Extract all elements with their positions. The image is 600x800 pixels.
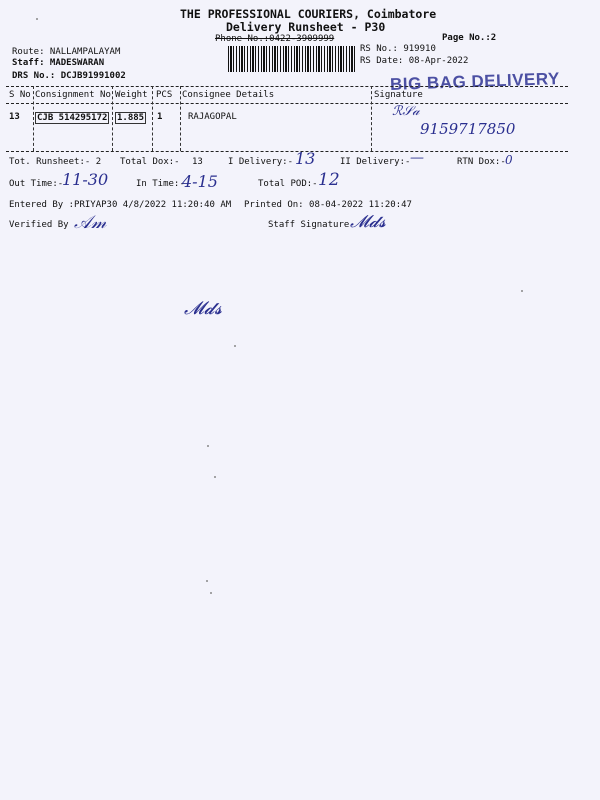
i-delivery-label: I Delivery:- [228,157,294,167]
col-header-weight: Weight [115,90,148,100]
scan-speck [234,345,236,347]
column-divider [112,86,113,151]
big-bag-delivery-stamp: BIG BAG DELIVERY [389,69,561,94]
total-dox-value: 13 [192,157,203,167]
column-divider [371,86,372,151]
total-pod-label: Total POD:- [258,179,318,189]
column-divider [152,86,153,151]
barcode [228,46,356,72]
col-header-signature: Signature [374,90,423,100]
drs-number: DRS No.: DCJB91991002 [12,71,126,81]
table-top-rule [6,86,568,87]
column-divider [180,86,181,151]
scan-speck [207,445,209,447]
staff-name: Staff: MADESWARAN [12,58,105,68]
runsheet-subtitle: Delivery Runsheet - P30 [226,20,386,34]
row-consignment-no: CJB 514295172 [37,113,108,123]
row-signature-scribble: ℛ𝒮𝒶 [392,104,420,119]
phone-number: Phone No.:0422-3909999 [215,34,335,44]
row-signature-phone: 9159717850 [420,120,516,138]
col-header-pcs: PCS [156,90,173,100]
stray-signature: 𝓜𝓭𝓼 [184,298,222,319]
row-pcs: 1 [157,112,163,122]
row-weight: 1.885 [117,113,145,123]
scan-speck [214,476,216,478]
total-dox-label: Total Dox:- [120,157,180,167]
staff-signature: 𝓜𝓭𝓼 [350,212,386,232]
staff-signature-label: Staff Signature [268,220,350,230]
out-time-value: 11-30 [62,170,109,189]
verified-by-signature: 𝒜𝓂 [74,212,107,233]
printed-on: Printed On: 08-04-2022 11:20:47 [244,200,412,210]
scan-speck [36,18,38,20]
ii-delivery-label: II Delivery:- [340,157,411,167]
in-time-label: In Time:- [136,179,185,189]
col-header-consignee: Consignee Details [182,90,275,100]
total-pod-value: 12 [318,170,340,190]
row-consignee: RAJAGOPAL [188,112,237,122]
rs-date: RS Date: 08-Apr-2022 [360,56,469,66]
i-delivery-value: 13 [295,149,316,168]
row-sno: 13 [9,112,20,122]
ii-delivery-value: — [410,150,424,166]
column-divider [33,86,34,151]
col-header-consignment: Consignment No [35,90,111,100]
rtn-dox-value: 0 [505,153,513,167]
table-bottom-rule [6,151,568,152]
tot-runsheet: Tot. Runsheet:- 2 [9,157,102,167]
page-number: Page No.:2 [442,33,497,43]
in-time-value: 4-15 [182,172,218,191]
rs-number: RS No.: 919910 [360,44,436,54]
scan-speck [521,290,523,292]
col-header-sno: S No [9,90,31,100]
entered-by: Entered By :PRIYAP30 4/8/2022 11:20:40 AM [9,200,232,210]
scan-speck [206,580,208,582]
out-time-label: Out Time:- [9,179,64,189]
route: Route: NALLAMPALAYAM [12,47,121,57]
scan-speck [210,592,212,594]
verified-by-label: Verified By [9,220,69,230]
company-title: THE PROFESSIONAL COURIERS, Coimbatore [180,7,437,21]
rtn-dox-label: RTN Dox:- [457,157,506,167]
header-bottom-rule [6,103,568,104]
